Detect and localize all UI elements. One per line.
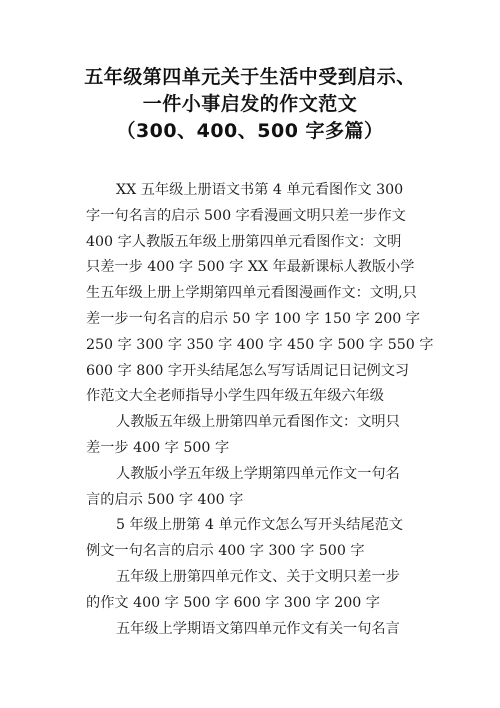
text-line: 人教版五年级上册第四单元看图作文：文明只 bbox=[116, 414, 400, 431]
text-line: XX 五年级上册语文书第 4 单元看图作文 300 bbox=[116, 182, 404, 198]
title-line: 一件小事启发的作文范文 bbox=[142, 93, 358, 115]
text-line: 生五年级上册上学期第四单元看图漫画作文：文明,只 bbox=[86, 285, 417, 302]
text-line: 例文一句名言的启示 400 字 300 字 500 字 bbox=[86, 543, 365, 560]
document-title bbox=[0, 64, 500, 145]
title-line: （300、400、500 字多篇） bbox=[116, 120, 384, 142]
paragraph bbox=[86, 410, 442, 462]
text-line: 人教版小学五年级上学期第四单元作文一句名 bbox=[116, 465, 400, 482]
paragraph bbox=[86, 565, 442, 617]
paragraph bbox=[86, 513, 442, 565]
text-line: 5 年级上册第 4 单元作文怎么写开头结尾范文 bbox=[116, 517, 403, 534]
text-line: 字一句名言的启示 500 字看漫画文明只差一步作文 bbox=[86, 207, 406, 224]
text-line: 只差一步 400 字 500 字 XX 年最新课标人教版小学 bbox=[86, 259, 415, 276]
text-line: 五年级上学期语文第四单元作文有关一句名言 bbox=[116, 620, 400, 637]
text-line: 五年级上册第四单元作文、关于文明只差一步 bbox=[116, 568, 400, 585]
paragraph bbox=[86, 617, 442, 643]
text-line: 差一步一句名言的启示 50 字 100 字 150 字 200 字 bbox=[86, 310, 420, 327]
paragraph bbox=[86, 462, 442, 514]
text-line: 作范文大全老师指导小学生四年级五年级六年级 bbox=[86, 388, 384, 405]
text-line: 400 字人教版五年级上册第四单元看图作文：文明 bbox=[86, 233, 402, 250]
text-line: 600 字 800 字开头结尾怎么写写话周记日记例文习 bbox=[86, 362, 410, 379]
text-line: 的作文 400 字 500 字 600 字 300 字 200 字 bbox=[86, 594, 380, 611]
text-line: 言的启示 500 字 400 字 bbox=[86, 491, 244, 508]
text-line: 250 字 300 字 350 字 400 字 450 字 500 字 550 字 bbox=[86, 336, 434, 353]
text-line: 差一步 400 字 500 字 bbox=[86, 439, 230, 456]
title-line: 五年级第四单元关于生活中受到启示、 bbox=[84, 66, 416, 88]
document-body bbox=[86, 178, 442, 642]
paragraph bbox=[86, 178, 442, 410]
